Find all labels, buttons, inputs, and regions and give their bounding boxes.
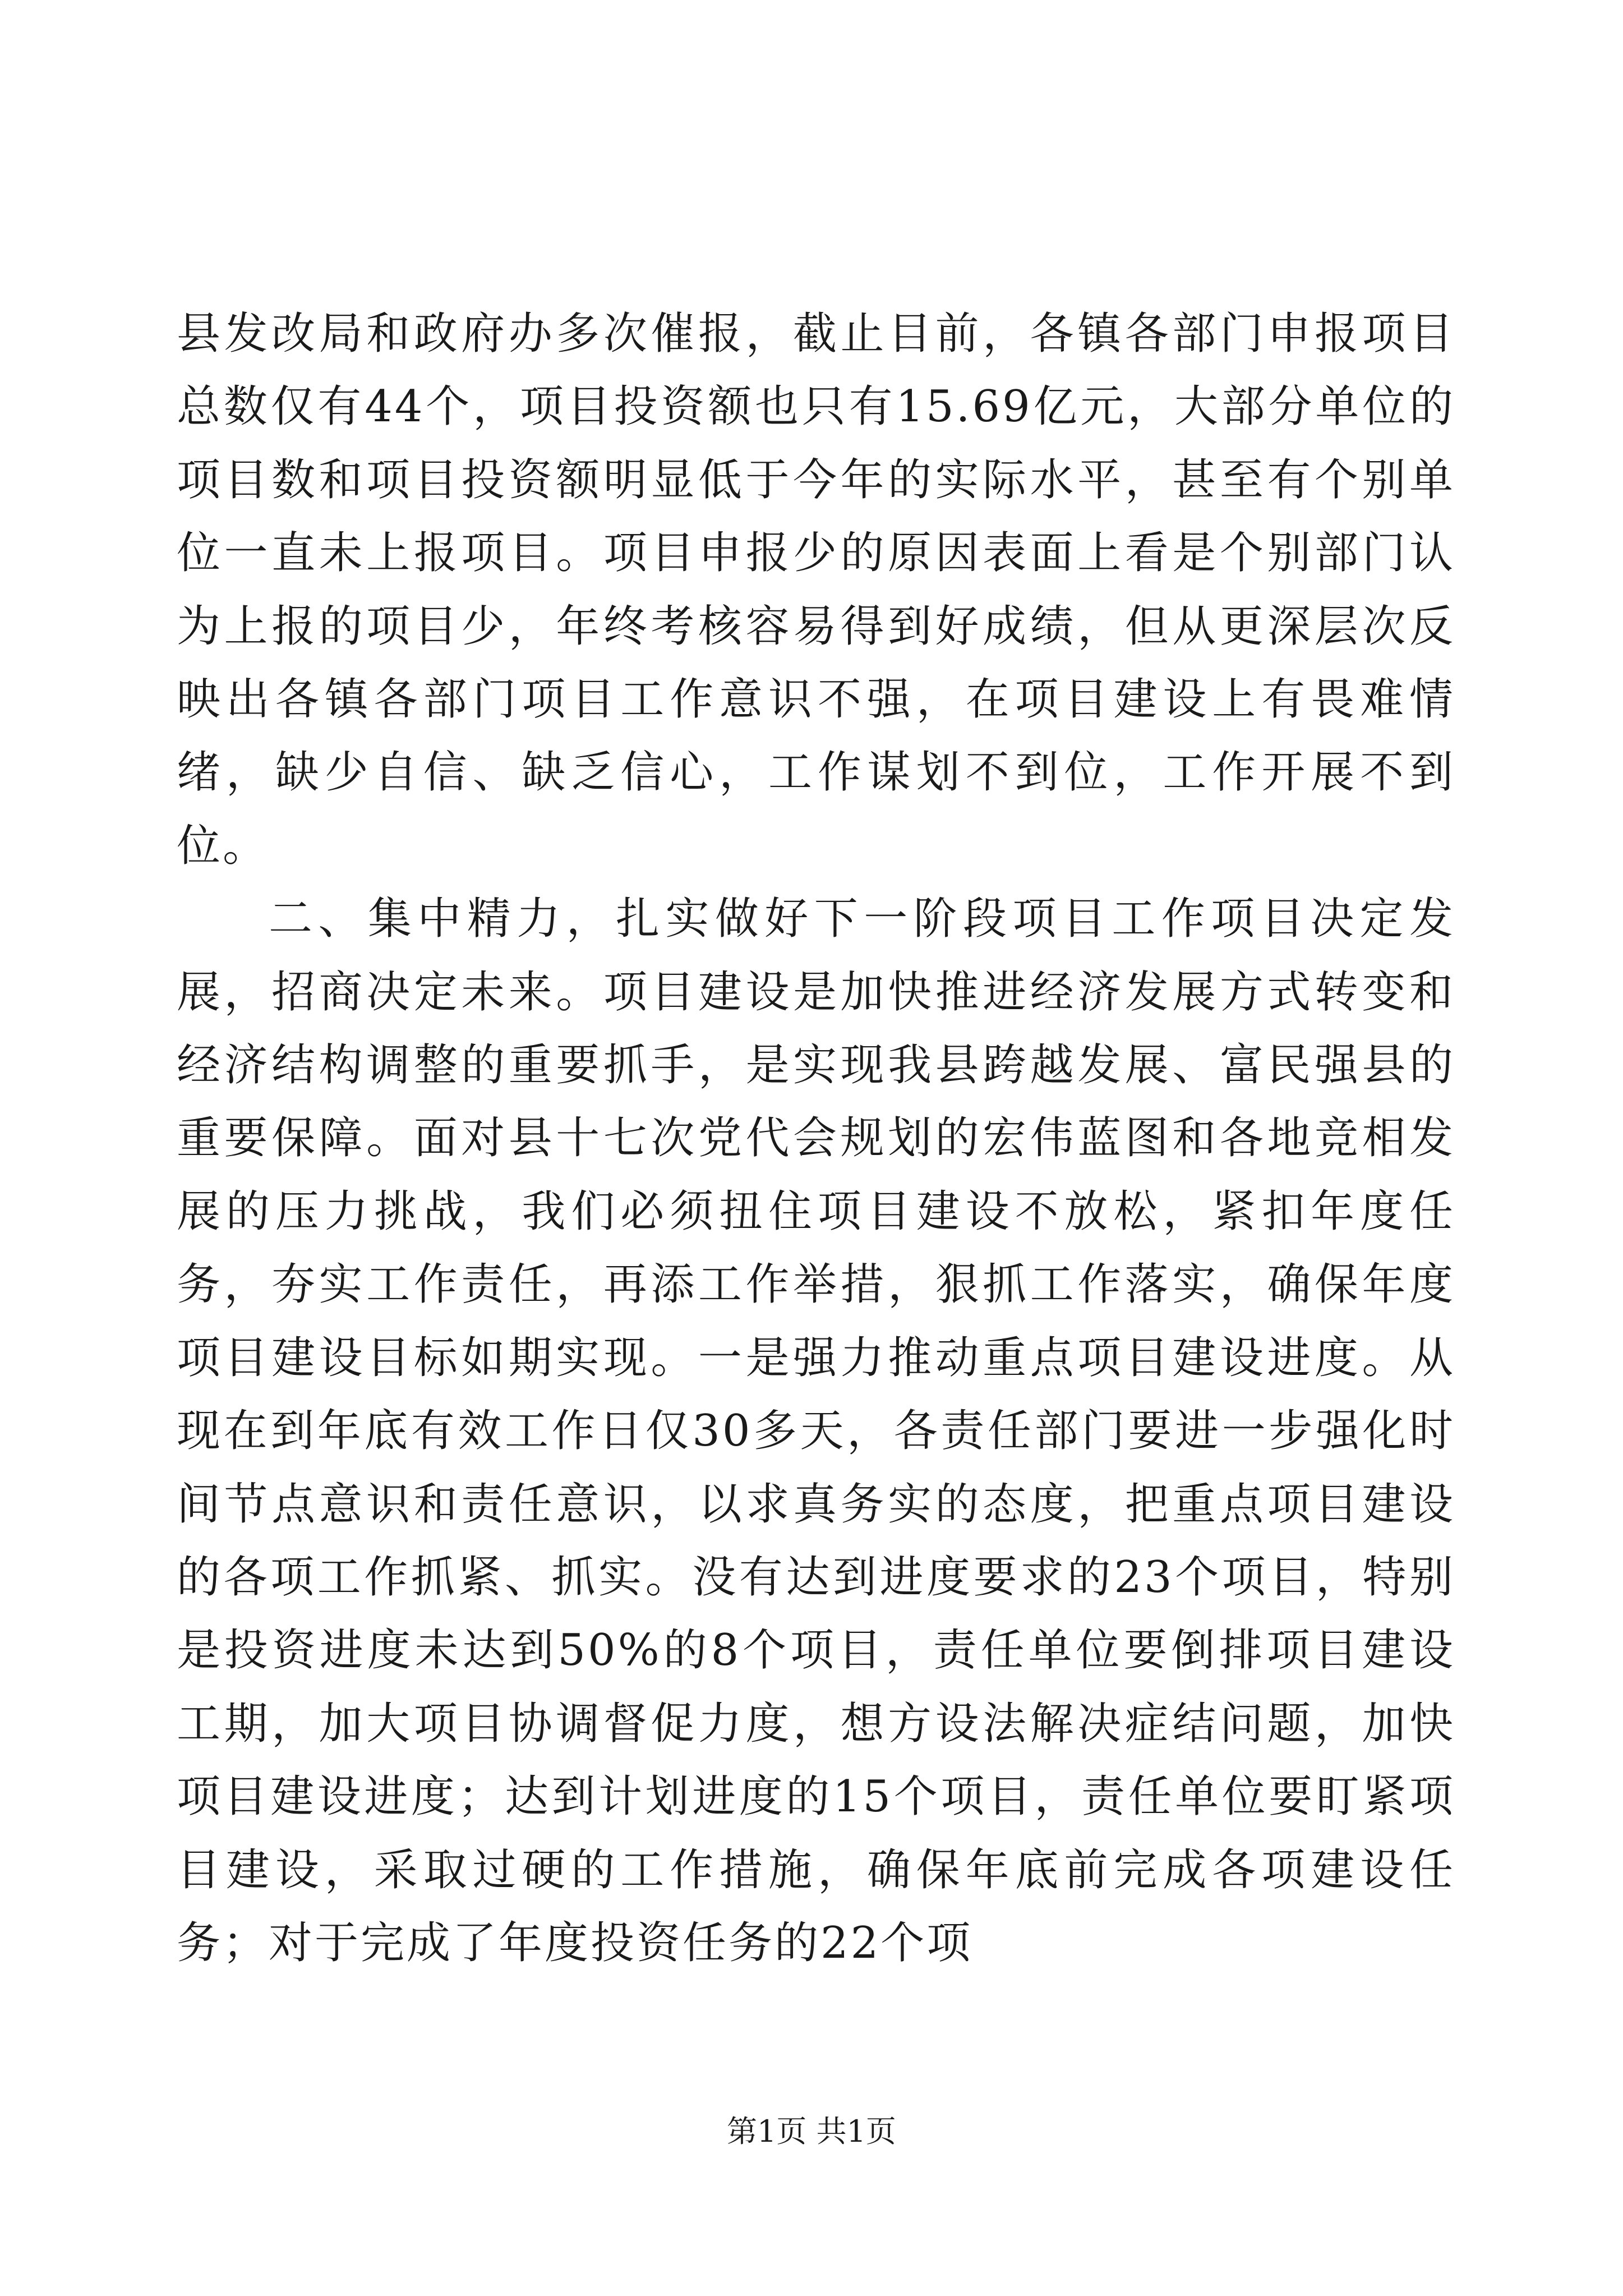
paragraph-2: 二、集中精力，扎实做好下一阶段项目工作项目决定发展，招商决定未来。项目建设是加快推进经济发展方式转变和经济结构调整的重要抓手，是实现我县跨越发展、富民强县的重要保障。面对县十七次党代会规划的宏伟蓝图和各地竞相发展的压力挑战，我们必须扭住项目建设不放松，紧扣年度任务，夯实工作责任，再添工作举措，狠抓工作落实，确保年度项目建设目标如期实现。一是强力推动重点项目建设进度。从现在到年底有效工作日仅30多天，各责任部门要进一步强化时间节点意识和责任意识，以求真务实的态度，把重点项目建设的各项工作抓紧、抓实。没有达到进度要求的23个项目，特别是投资进度未达到50%的8个项目，责任单位要倒排项目建设工期，加大项目协调督促力度，想方设法解决症结问题，加快项目建设进度；达到计划进度的15个项目，责任单位要盯紧项目建设，采取过硬的工作措施，确保年底前完成各项建设任务；对于完成了年度投资任务的22个项 [177,894,1455,1968]
page-footer: 第1页 共1页 [727,2114,896,2149]
paragraph-1: 县发改局和政府办多次催报，截止目前，各镇各部门申报项目总数仅有44个，项目投资额也只有15.69亿元，大部分单位的项目数和项目投资额明显低于今年的实际水平，甚至有个别单位一直未上报项目。项目申报少的原因表面上看是个别部门认为上报的项目少，年终考核容易得到好成绩，但从更深层次反映出各镇各部门项目工作意识不强，在项目建设上有畏难情绪，缺少自信、缺乏信心，工作谋划不到位，工作开展不到位。 [177,309,1455,871]
document-body [177,297,1455,1980]
